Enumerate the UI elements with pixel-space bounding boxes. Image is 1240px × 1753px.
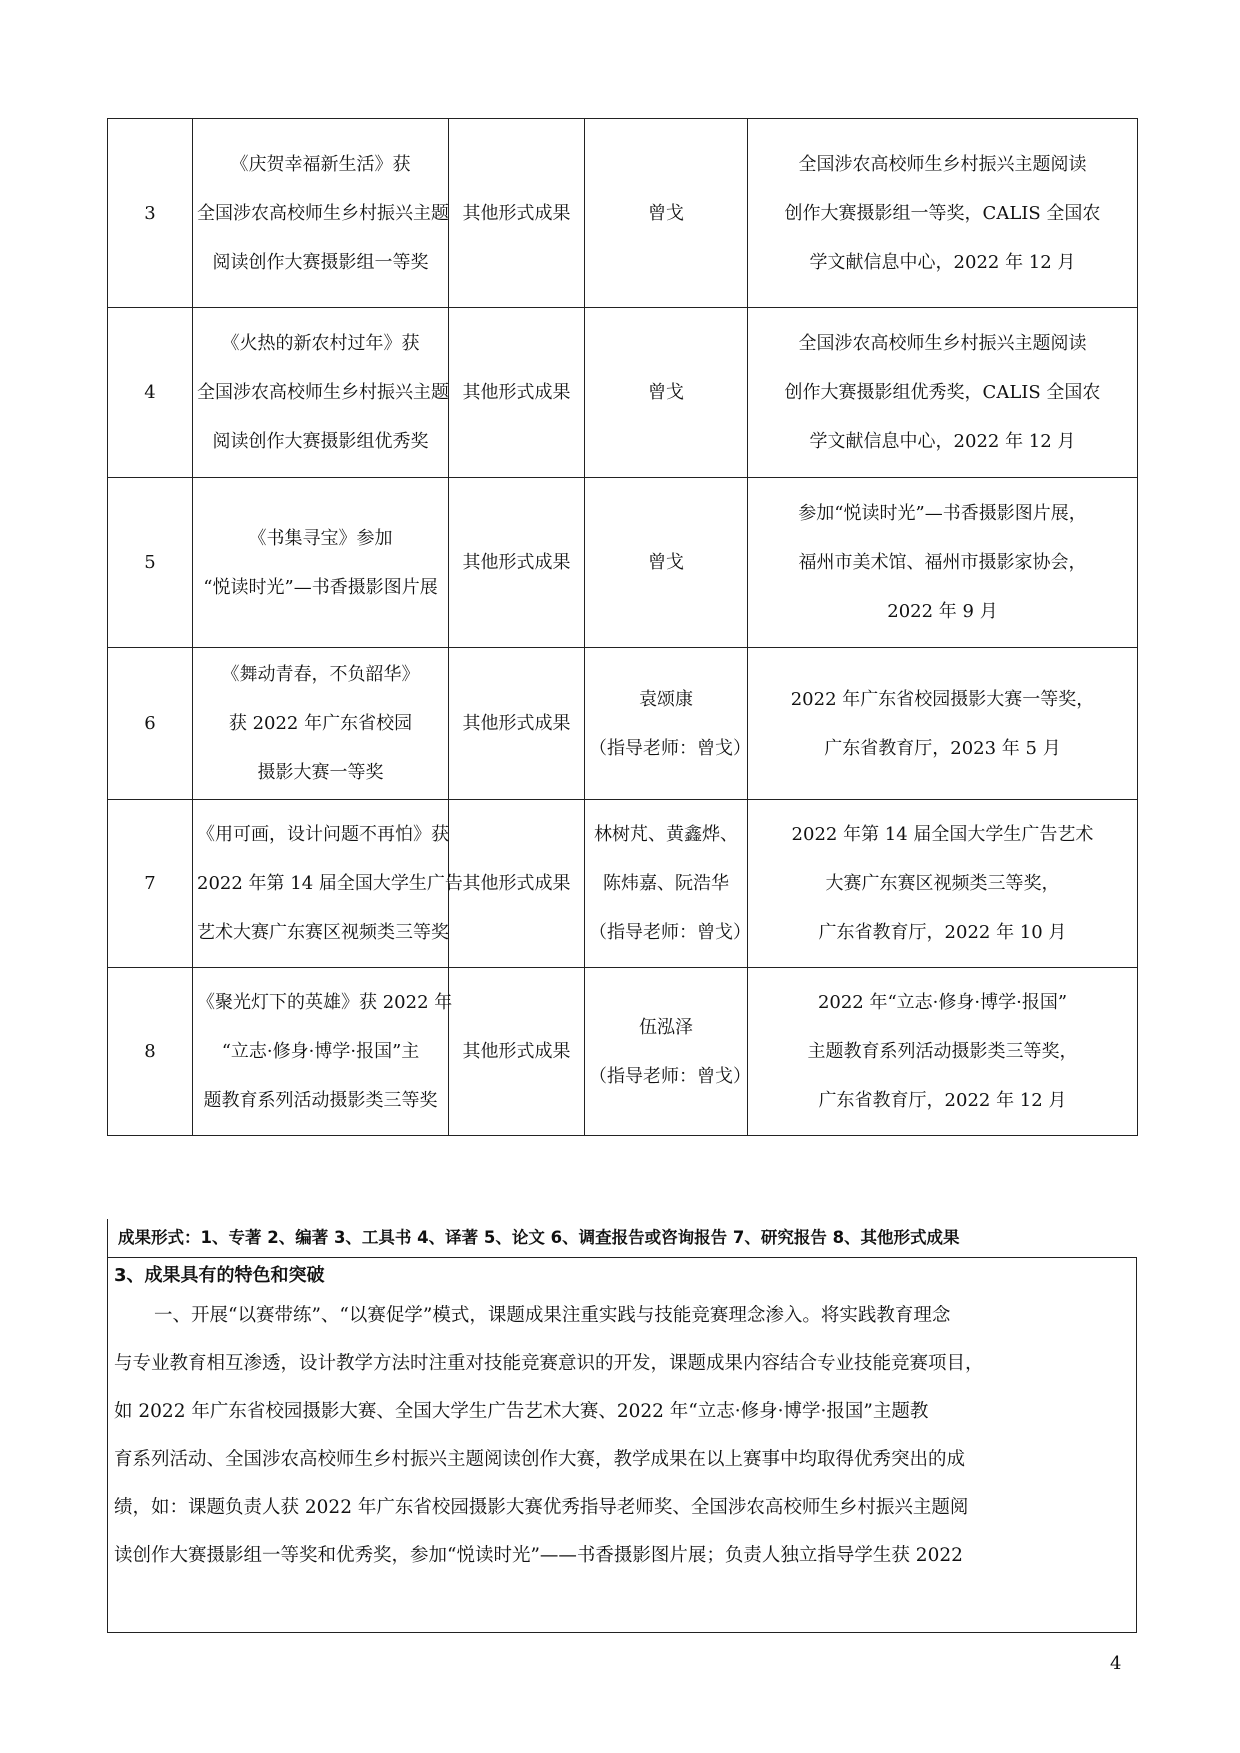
cell-line: 题教育系列活动摄影类三等奖 xyxy=(203,1090,438,1111)
award-cell xyxy=(748,800,1138,968)
cell-line: 《火热的新农村过年》获 xyxy=(221,333,420,354)
cell-line: 主题教育系列活动摄影类三等奖， xyxy=(807,1041,1078,1062)
cell-line: 2022 年“立志·修身·博学·报国” xyxy=(817,992,1068,1013)
table-row xyxy=(108,800,1138,968)
row-number-cell: 6 xyxy=(108,648,193,800)
award-cell xyxy=(748,308,1138,478)
features-section xyxy=(107,1257,1137,1633)
cell-line: 陈炜嘉、阮浩华 xyxy=(603,873,729,894)
row-number-cell: 7 xyxy=(108,800,193,968)
cell-line: 《聚光灯下的英雄》获 2022 年 xyxy=(197,992,453,1013)
award-cell xyxy=(748,119,1138,308)
award-cell xyxy=(748,968,1138,1136)
title-cell xyxy=(193,800,463,968)
cell-line: “立志·修身·博学·报国”主 xyxy=(221,1041,420,1062)
cell-line: 袁颂康 xyxy=(639,688,693,710)
table-row xyxy=(108,119,1138,308)
cell-line: （指导老师：曾戈） xyxy=(589,922,751,943)
cell-line: “悦读时光”—书香摄影图片展 xyxy=(203,576,438,598)
cell-line: 学文献信息中心，2022 年 12 月 xyxy=(809,251,1076,273)
title-cell xyxy=(193,478,449,648)
cell-line: 2022 年第 14 届全国大学生广告艺术 xyxy=(791,824,1094,845)
cell-line: 广东省教育厅，2022 年 10 月 xyxy=(818,922,1067,943)
title-cell xyxy=(193,648,449,800)
title-cell xyxy=(193,968,453,1136)
cell-line: 全国涉农高校师生乡村振兴主题 xyxy=(197,382,449,403)
cell-line: 《庆贺幸福新生活》获 xyxy=(230,153,411,175)
cell-line: 学文献信息中心，2022 年 12 月 xyxy=(809,431,1076,452)
paragraph-line: 读创作大赛摄影组一等奖和优秀奖，参加“悦读时光”——书香摄影图片展；负责人独立指导学生获 2022 xyxy=(114,1545,963,1566)
cell-line: 摄影大赛一等奖 xyxy=(257,762,384,783)
cell-line: 艺术大赛广东赛区视频类三等奖 xyxy=(197,922,449,943)
row-number-cell: 5 xyxy=(108,478,193,648)
cell-line: 《舞动青春，不负韶华》 xyxy=(221,664,420,685)
people-cell xyxy=(585,800,751,968)
cell-line: 曾戈 xyxy=(648,202,684,224)
cell-line: 《用可画，设计问题不再怕》获 xyxy=(197,824,449,845)
cell-line: 创作大赛摄影组一等奖，CALIS 全国农 xyxy=(784,202,1101,224)
cell-line: （指导老师：曾戈） xyxy=(589,737,751,759)
cell-line: 2022 年 9 月 xyxy=(887,601,998,622)
title-cell xyxy=(193,308,449,478)
form-cell: 其他形式成果 xyxy=(449,308,585,478)
people-cell xyxy=(585,119,748,308)
result-form-legend: 成果形式：1、专著 2、编著 3、工具书 4、译著 5、论文 6、调查报告或咨询报告 7、研究报告 8、其他形式成果 xyxy=(107,1219,1138,1257)
row-number-cell: 8 xyxy=(108,968,193,1136)
form-cell: 其他形式成果 xyxy=(449,648,585,800)
paragraph-line: 绩，如：课题负责人获 2022 年广东省校园摄影大赛优秀指导老师奖、全国涉农高校师生乡村振兴主题阅 xyxy=(114,1497,969,1518)
table-row xyxy=(108,968,1138,1136)
cell-line: 广东省教育厅，2022 年 12 月 xyxy=(818,1090,1067,1111)
paragraph-line: 育系列活动、全国涉农高校师生乡村振兴主题阅读创作大赛，教学成果在以上赛事中均取得优秀突出的成 xyxy=(114,1449,966,1470)
cell-line: 获 2022 年广东省校园 xyxy=(228,713,413,734)
cell-line: 福州市美术馆、福州市摄影家协会， xyxy=(798,552,1087,573)
cell-line: （指导老师：曾戈） xyxy=(589,1065,751,1087)
cell-line: 林树芃、黄鑫烨、 xyxy=(594,824,738,845)
row-number-cell: 3 xyxy=(108,119,193,308)
section-body xyxy=(114,1292,1130,1580)
people-cell xyxy=(585,968,751,1136)
table-row xyxy=(108,648,1138,800)
paragraph-line: 与专业教育相互渗透，设计教学方法时注重对技能竞赛意识的开发，课题成果内容结合专业技能竞赛项目， xyxy=(114,1353,984,1374)
achievements-table xyxy=(107,118,1138,1136)
paragraph-line: 一、开展“以赛带练”、“以赛促学”模式，课题成果注重实践与技能竞赛理念渗入。将实践教育理念 xyxy=(154,1305,951,1326)
row-number-cell: 4 xyxy=(108,308,193,478)
table-row xyxy=(108,308,1138,478)
people-cell xyxy=(585,648,751,800)
cell-line: 广东省教育厅，2023 年 5 月 xyxy=(824,737,1061,759)
title-cell xyxy=(193,119,449,308)
cell-line: 大赛广东赛区视频类三等奖， xyxy=(825,873,1060,894)
award-cell xyxy=(748,478,1138,648)
table-body xyxy=(108,119,1138,1136)
form-cell: 其他形式成果 xyxy=(449,478,585,648)
form-cell: 其他形式成果 xyxy=(449,800,585,968)
award-cell xyxy=(748,648,1138,800)
cell-line: 曾戈 xyxy=(648,552,684,573)
form-cell: 其他形式成果 xyxy=(449,968,585,1136)
cell-line: 2022 年广东省校园摄影大赛一等奖， xyxy=(790,688,1095,710)
cell-line: 创作大赛摄影组优秀奖，CALIS 全国农 xyxy=(784,382,1101,403)
cell-line: 参加“悦读时光”—书香摄影图片展， xyxy=(798,503,1087,524)
section-heading: 3、成果具有的特色和突破 xyxy=(114,1265,325,1286)
cell-line: 阅读创作大赛摄影组一等奖 xyxy=(212,251,429,273)
page-number: 4 xyxy=(1110,1653,1122,1674)
cell-line: 全国涉农高校师生乡村振兴主题 xyxy=(197,202,449,224)
people-cell xyxy=(585,308,748,478)
table-row xyxy=(108,478,1138,648)
paragraph-line: 如 2022 年广东省校园摄影大赛、全国大学生广告艺术大赛、2022 年“立志·修身·博学·报国”主题教 xyxy=(114,1401,929,1422)
form-cell: 其他形式成果 xyxy=(449,119,585,308)
cell-line: 伍泓泽 xyxy=(639,1016,693,1038)
cell-line: 全国涉农高校师生乡村振兴主题阅读 xyxy=(798,153,1087,175)
people-cell xyxy=(585,478,748,648)
cell-line: 2022 年第 14 届全国大学生广告 xyxy=(197,873,463,894)
cell-line: 《书集寻宝》参加 xyxy=(248,527,393,549)
cell-line: 全国涉农高校师生乡村振兴主题阅读 xyxy=(798,333,1087,354)
cell-line: 曾戈 xyxy=(648,382,684,403)
cell-line: 阅读创作大赛摄影组优秀奖 xyxy=(212,431,429,452)
